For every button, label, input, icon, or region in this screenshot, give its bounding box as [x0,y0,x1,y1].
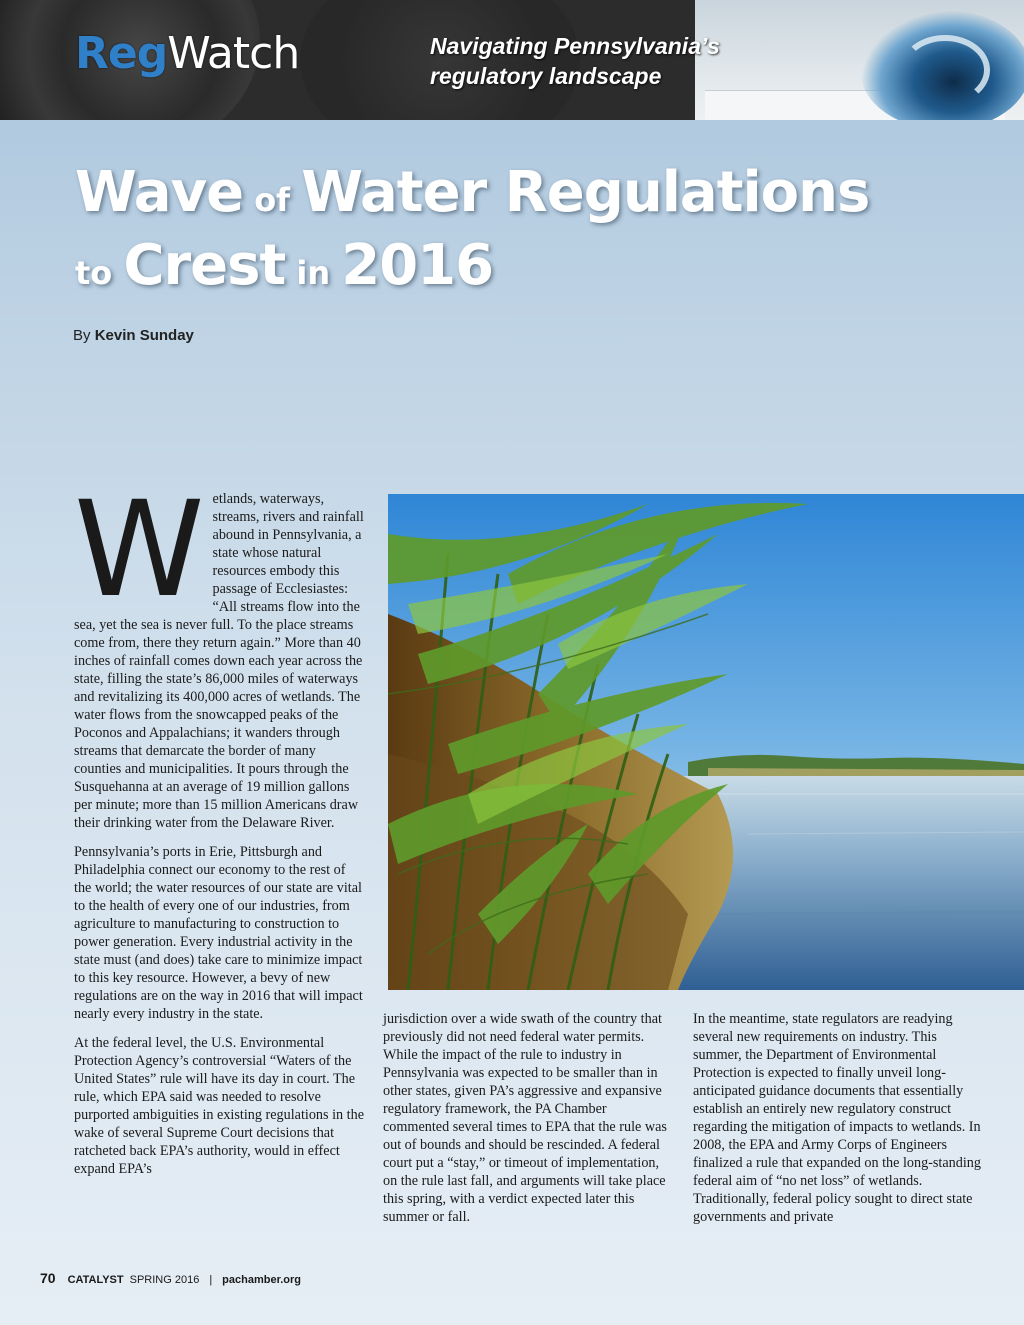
page-number: 70 [40,1270,56,1286]
paragraph: Pennsylvania’s ports in Erie, Pittsburgh and Philadelphia connect our economy to the rest of the world; the water resources of our state are vital to the health of every one of our industries, from agriculture to manufacturing to construction to power generation. Every industrial activity in the state must (and does) take care to minimize impact to this key resource. However, a bevy of new regulations are on the way in 2016 that will impact nearly every industry in the state. [74,844,363,1022]
regwatch-logo [75,28,299,79]
website-link[interactable]: pachamber.org [222,1274,302,1286]
article-title: Wave of Water Regulations to Crest in 2016 [75,160,870,298]
paragraph: jurisdiction over a wide swath of the country that previously did not need federal water permits. While the impact of the rule to industry in Pennsylvania was expected to be smaller than in other states, given PA’s aggressive and expansive regulatory framework, the PA Chamber commented several times to EPA that the rule was out of bounds and should be rescinded. A federal court put a “stay,” or timeout of implementation, on the rule last fall, and arguments will take place this spring, with a verdict expected later this summer or fall. [383,1011,667,1225]
article-column-2 [383,1010,675,1237]
logo-watch: Watch [167,28,300,79]
header-swirl-image [695,0,1024,120]
footer-separator: | [209,1274,213,1286]
byline [73,327,194,344]
magazine-name: CATALYST [67,1274,124,1286]
paragraph: At the federal level, the U.S. Environmental Protection Agency’s controversial “Waters of the United States” rule will have its day in court. The rule, which EPA said was needed to resolve purported ambiguities in existing regulations in the wake of several Supreme Court decisions that ratcheted back EPA’s authority, would in effect expand EPA’s [74,1035,365,1177]
article-column-1 [74,456,366,1189]
header-band [0,0,1024,120]
tagline-line-1: Navigating Pennsylvania’s [430,33,720,59]
article-column-3 [693,1010,989,1237]
paragraph: In the meantime, state regulators are readying several new requirements on industry. This summer, the Department of Environmental Protection is expected to finally unveil long-anticipated guidance documents that essentially establish an entirely new regulatory construct regarding the mitigation of impacts to wetlands. In 2008, the EPA and Army Corps of Engineers finalized a rule that expanded on the long-standing federal aim of “no net loss” of wetlands. Traditionally, federal policy sought to direct state governments and private [693,1011,981,1225]
paragraph: Wetlands, waterways, streams, rivers and rainfall abound in Pennsylvania, a state whose natural resources embody this passage of Ecclesiastes: “All streams flow into the sea, yet the sea is never full. To the place streams come from, there they return again.” More than 40 inches of rainfall comes down each year across the state, filling the state’s 86,000 miles of waterways and revitalizing its 400,000 acres of wetlands. The water flows from the snowcapped peaks of the Poconos and Appalachians; it wanders through streams that demarcate the border of many counties and municipalities. It pours through the Susquehanna at an average of 19 million gallons per minute; more than 15 million Americans draw their drinking water from the Delaware River. [74,473,364,831]
tagline-line-2: regulatory landscape [430,63,662,89]
author-name: Kevin Sunday [94,327,194,344]
issue-label: SPRING 2016 [129,1274,200,1286]
section-tagline [430,31,720,91]
drop-cap: W [74,473,199,627]
byline-prefix: By [73,327,91,344]
logo-reg: Reg [75,28,168,79]
page-footer [40,1270,301,1286]
wetland-reeds-photo [388,494,1024,990]
